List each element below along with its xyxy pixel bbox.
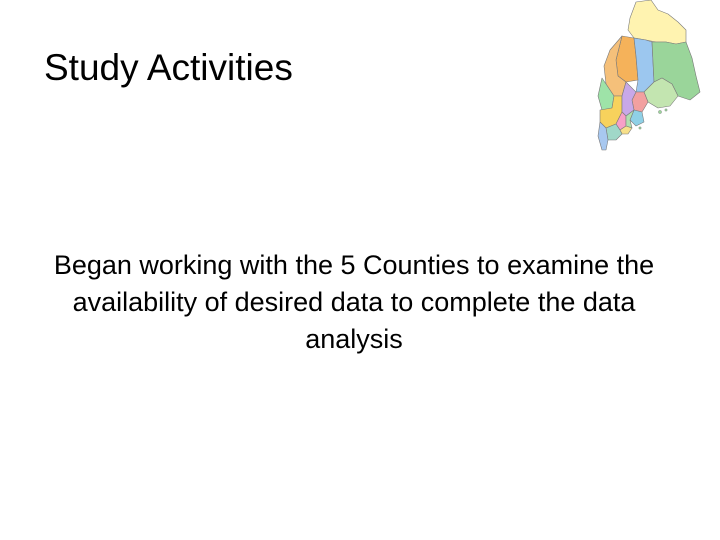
slide-body-text: Began working with the 5 Counties to examine the availability of desired data to complete the data analysis <box>53 250 655 354</box>
maine-county-map-icon <box>596 0 708 152</box>
county-penobscot <box>634 38 654 92</box>
slide-title: Study Activities <box>44 47 293 88</box>
county-aroostook <box>628 0 686 44</box>
